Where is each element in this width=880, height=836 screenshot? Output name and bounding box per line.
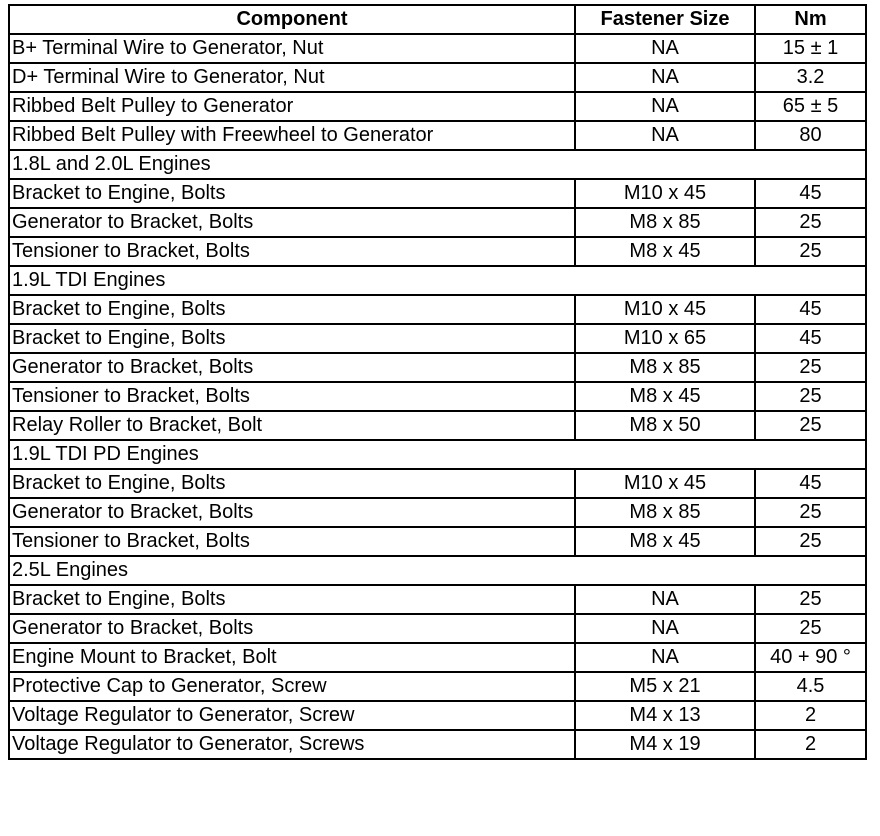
fastener-size-cell: M8 x 45 [575,382,755,411]
component-cell: Ribbed Belt Pulley to Generator [9,92,575,121]
torque-nm-cell: 40 + 90 ° [755,643,866,672]
table-row [9,585,866,614]
fastener-size-cell: M8 x 85 [575,208,755,237]
component-cell: Voltage Regulator to Generator, Screw [9,701,575,730]
table-row [9,63,866,92]
table-row [9,208,866,237]
fastener-size-cell: NA [575,34,755,63]
torque-nm-cell: 25 [755,382,866,411]
group-label: 1.8L and 2.0L Engines [9,150,866,179]
fastener-size-cell: M4 x 13 [575,701,755,730]
table-body [9,34,866,759]
component-cell: Bracket to Engine, Bolts [9,295,575,324]
component-cell: Generator to Bracket, Bolts [9,498,575,527]
torque-nm-cell: 25 [755,498,866,527]
table-row [9,469,866,498]
fastener-size-cell: NA [575,643,755,672]
component-cell: Ribbed Belt Pulley with Freewheel to Generator [9,121,575,150]
torque-nm-cell: 15 ± 1 [755,34,866,63]
fastener-size-cell: M10 x 45 [575,295,755,324]
group-row [9,150,866,179]
table-row [9,498,866,527]
header-nm: Nm [755,5,866,34]
fastener-size-cell: M8 x 85 [575,498,755,527]
table-row [9,643,866,672]
component-cell: Generator to Bracket, Bolts [9,208,575,237]
torque-nm-cell: 25 [755,585,866,614]
fastener-size-cell: M10 x 45 [575,469,755,498]
header-component: Component [9,5,575,34]
table-row [9,353,866,382]
fastener-size-cell: M8 x 45 [575,237,755,266]
torque-nm-cell: 25 [755,208,866,237]
torque-nm-cell: 65 ± 5 [755,92,866,121]
torque-nm-cell: 45 [755,324,866,353]
table-row [9,34,866,63]
component-cell: Relay Roller to Bracket, Bolt [9,411,575,440]
component-cell: Generator to Bracket, Bolts [9,353,575,382]
group-row [9,440,866,469]
fastener-size-cell: M8 x 85 [575,353,755,382]
torque-nm-cell: 3.2 [755,63,866,92]
torque-nm-cell: 2 [755,701,866,730]
table-row [9,527,866,556]
component-cell: Bracket to Engine, Bolts [9,585,575,614]
group-label: 2.5L Engines [9,556,866,585]
torque-nm-cell: 25 [755,411,866,440]
table-row [9,237,866,266]
group-label: 1.9L TDI PD Engines [9,440,866,469]
component-cell: Voltage Regulator to Generator, Screws [9,730,575,759]
component-cell: D+ Terminal Wire to Generator, Nut [9,63,575,92]
torque-nm-cell: 45 [755,295,866,324]
table-row [9,701,866,730]
header-fastener-size: Fastener Size [575,5,755,34]
fastener-size-cell: NA [575,585,755,614]
fastener-size-cell: NA [575,63,755,92]
table-row [9,672,866,701]
fastener-size-cell: M8 x 50 [575,411,755,440]
fastener-size-cell: M10 x 65 [575,324,755,353]
fastener-size-cell: NA [575,614,755,643]
header-row [9,5,866,34]
table-row [9,614,866,643]
component-cell: B+ Terminal Wire to Generator, Nut [9,34,575,63]
component-cell: Generator to Bracket, Bolts [9,614,575,643]
component-cell: Engine Mount to Bracket, Bolt [9,643,575,672]
fastener-size-cell: M4 x 19 [575,730,755,759]
group-row [9,266,866,295]
component-cell: Protective Cap to Generator, Screw [9,672,575,701]
table-row [9,411,866,440]
fastener-size-cell: M5 x 21 [575,672,755,701]
component-cell: Tensioner to Bracket, Bolts [9,527,575,556]
torque-nm-cell: 25 [755,237,866,266]
torque-spec-table [8,4,867,760]
group-label: 1.9L TDI Engines [9,266,866,295]
table-row [9,382,866,411]
group-row [9,556,866,585]
torque-nm-cell: 2 [755,730,866,759]
torque-nm-cell: 45 [755,469,866,498]
fastener-size-cell: NA [575,121,755,150]
table-row [9,730,866,759]
table-row [9,92,866,121]
torque-nm-cell: 25 [755,527,866,556]
torque-nm-cell: 45 [755,179,866,208]
table-row [9,324,866,353]
component-cell: Bracket to Engine, Bolts [9,469,575,498]
table-row [9,295,866,324]
fastener-size-cell: M8 x 45 [575,527,755,556]
component-cell: Bracket to Engine, Bolts [9,324,575,353]
table-row [9,121,866,150]
torque-nm-cell: 25 [755,614,866,643]
component-cell: Tensioner to Bracket, Bolts [9,237,575,266]
fastener-size-cell: M10 x 45 [575,179,755,208]
torque-nm-cell: 80 [755,121,866,150]
component-cell: Tensioner to Bracket, Bolts [9,382,575,411]
table-row [9,179,866,208]
component-cell: Bracket to Engine, Bolts [9,179,575,208]
fastener-size-cell: NA [575,92,755,121]
torque-nm-cell: 4.5 [755,672,866,701]
torque-nm-cell: 25 [755,353,866,382]
